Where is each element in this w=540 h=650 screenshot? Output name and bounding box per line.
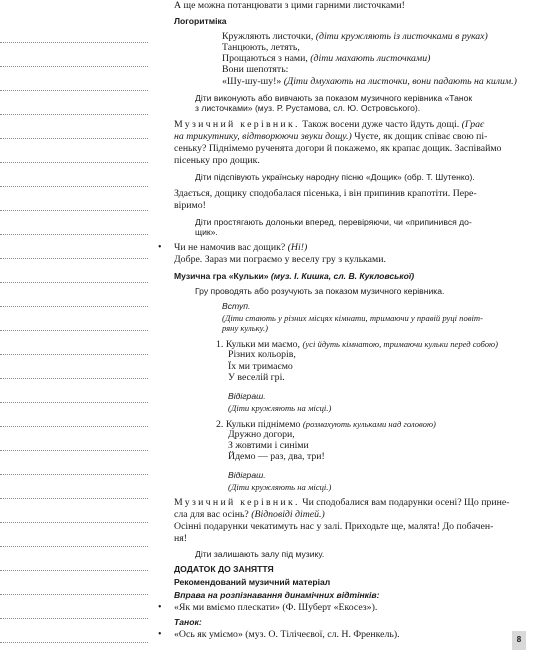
dialogue-line: Музичний керівник. Чи сподобалися вам подарунки осені? Що прине- xyxy=(174,496,510,508)
dialogue-line: Музичний керівник. Також восени дуже часто йдуть дощі. (Грає xyxy=(174,118,485,130)
dance-item: • «Ось як уміємо» (муз. О. Тілічеєвої, сл. Н. Френкель). xyxy=(158,628,400,640)
dialogue-line: Здається, дощику сподобалася пісенька, і він припинив крапотіти. Пере- xyxy=(174,187,477,199)
appendix-subtitle: Рекомендований музичний матеріал xyxy=(174,577,331,588)
dialogue-line: сла для вас осінь? (Відповіді дітей.) xyxy=(174,509,325,520)
poem-line: Прощаються з нами, (діти махають листочками) xyxy=(222,53,431,65)
verse-line: Їх ми тримаємо xyxy=(228,360,293,372)
page-number: 8 xyxy=(516,635,522,644)
bullet-icon: • xyxy=(158,601,162,613)
verse-line: Йдемо — раз, два, три! xyxy=(228,451,325,463)
verse-line: У веселій грі. xyxy=(228,371,285,383)
dialogue-line: пісеньку про дощик. xyxy=(174,155,260,166)
action-note: ряну кульку.) xyxy=(222,323,268,334)
stage-direction: Діти виконують або вивчають за показом музичного керівника «Танок xyxy=(195,92,473,103)
dialogue-line: ня! xyxy=(174,533,188,545)
stage-direction: щик». xyxy=(195,227,218,237)
stage-direction: Гру проводять або розучують за показом музичного керівника. xyxy=(195,285,445,296)
bullet-icon: • xyxy=(158,628,162,640)
notes-margin xyxy=(0,0,148,650)
action-note: (Діти кружляють на місці.) xyxy=(228,482,332,492)
action-note: (Діти кружляють на місці.) xyxy=(228,402,332,413)
dialogue-line: Добре. Зараз ми пограємо у веселу гру з кульками. xyxy=(174,254,386,265)
action-note: (Діти стають у різних місцях кімнати, тримаючи у правій руці повіт- xyxy=(222,313,483,323)
music-label: Вступ. xyxy=(222,300,251,311)
logorhythmics-heading: Логоритміка xyxy=(174,15,227,26)
verse-line: Різних кольорів, xyxy=(228,349,296,361)
poem-line: Вони шепотять: xyxy=(222,64,289,76)
verse-line: 1. Кульки ми маємо, (усі йдуть кімнатою, тримаючи кульки перед собою) xyxy=(216,339,498,351)
dance-label: Танок: xyxy=(174,617,202,628)
music-label: Відіграш. xyxy=(228,390,266,401)
stage-direction: з листочками» (муз. Р. Рустамова, сл. Ю. Островського). xyxy=(195,102,421,113)
appendix-title: ДОДАТОК ДО ЗАНЯТТЯ xyxy=(174,564,274,575)
dialogue-line: сеньку? Піднімемо рученята догори й покажемо, як крапає дощик. Заспіваймо xyxy=(174,142,502,154)
page-number-tab xyxy=(512,631,526,650)
music-label: Відіграш. xyxy=(228,469,266,480)
poem-line: «Шу-шу-шу!» (Діти дмухають на листочки, вони падають на килим.) xyxy=(222,75,517,87)
stage-direction: Діти підспівують українську народну пісню «Дощик» (обр. Т. Шутенко). xyxy=(195,171,475,182)
exercise-item: • «Як ми вміємо плескати» (Ф. Шуберт «Екосез»). xyxy=(158,601,378,613)
stage-direction: Діти залишають залу під музику. xyxy=(195,549,325,560)
verse-line: Дружно догори, xyxy=(228,428,295,440)
dialogue-line: на трикутнику, відтворюючи звуки дощу.) Чуєте, як дощик співає свою пі- xyxy=(174,130,488,142)
verse-line: З жовтими і синіми xyxy=(228,439,309,451)
stage-direction: Діти простягають долоньки вперед, перевіряючи, чи «припинився до- xyxy=(195,216,472,227)
dialogue-line: віримо! xyxy=(174,199,206,211)
intro-text: А ще можна потанцювати з цими гарними листочками! xyxy=(174,0,405,11)
game-title: Музична гра «Кульки» (муз. І. Кишка, сл. В. Кукловської) xyxy=(174,270,415,281)
verse-line: 2. Кульки піднімемо (розмахують кульками над головою) xyxy=(216,418,436,430)
poem-line: Кружляють листочки, (діти кружляють із листочками в руках) xyxy=(222,30,488,42)
bullet-icon: • xyxy=(158,241,162,253)
exercise-label: Вправа на розпізнавання динамічних відтінків: xyxy=(174,590,380,601)
dialogue-line: Осінні подарунки чекатимуть нас у залі. Приходьте ще, малята! До побачен- xyxy=(174,521,494,533)
question-line: • Чи не намочив вас дощик? (Ні!) xyxy=(158,241,308,253)
poem-line: Танцюють, летять, xyxy=(222,42,300,53)
page-content xyxy=(150,0,526,650)
